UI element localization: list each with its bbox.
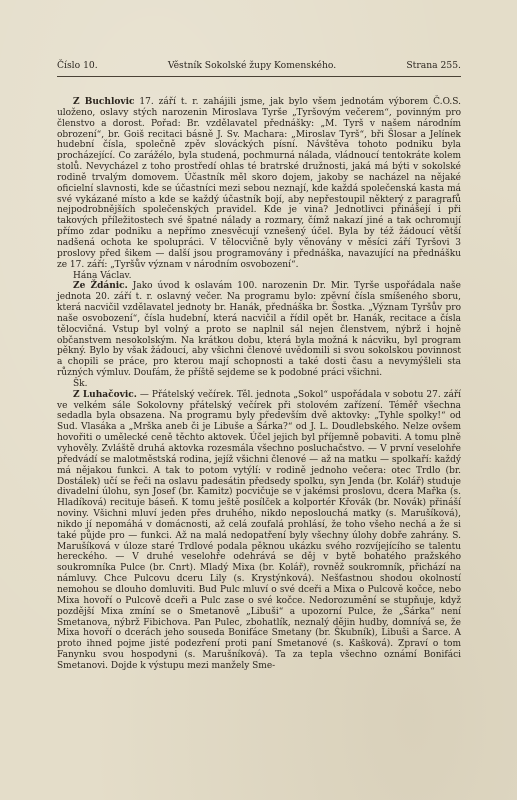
- page-number: Strana 255.: [406, 60, 461, 71]
- report-zdanice-text: Jako úvod k oslavám 100. narozenin Dr. Mir. Tyrše uspořádala naše jednota 20. září t. r. oslavný večer. Na programu bylo: zpěvní čísla smíšeného sboru, která nacvičil vzdělavatel jednoty br. Hanák, přednáška br. Šostka. „Význam Tyršův pro naše osvobození“, čísla hudební, která nacvičil a řídil opět br. Hanák, recitace a čísla tělocvičná. Vstup byl volný a proto se naplnil sál nejen členstvem, nýbrž i hojně občanstvem nesokolským. Na krátkou dobu, která byla možná k nácviku, byl program pěkný. Bylo by však žádoucí, aby všichni členové uvědomili si svou sokolskou povinnost a chopili se práce, pro kterou mají schopnosti a také dosti času a nevymýšleli sta různých výmluv. Doufám, že příště sejdeme se k podobné práci všichni.: [57, 281, 462, 379]
- report-luhacovice-lead: Z Luhačovic.: [73, 389, 137, 400]
- report-buchlovice-text: 17. září t. r. zahájili jsme, jak bylo všem jednotám výborem Č.O.S. uloženo, oslavy stých narozenin Miroslava Tyrše „Tyršovým večerem“, povinným pro členstvo a dorost. Pořad: Br. vzdělavatel přednášky: „M. Tyrš v našem národním obrození“, br. Goiš recitaci básně J. Sv. Machara: „Miroslav Tyrš“, bři Šlosar a Jelínek hudební čísla, společně zpěv slováckých písní. Návštěva tohoto podniku byla procházející. Co zarážélo, byla studená, pochmurná nálada, vládnoucí tentokráte kolem stolů. Nevycházel z toho prostředí ohlas té bratrské družnosti, jaká má býti v sokolské rodině trvalým domovem. Účastník měl skoro dojem, jakoby se nacházel na nějaké oficielní slavnosti, kde se účastníci mezi sebou neznají, kde každá společenská kasta má své vykázané místo a kde se každý účastník bojí, aby nepřestoupil některý z paragrafů nejpodrobnějších společenských pravidel. Kde je vina? Jednotlivci přinášejí i při takových příležitostech své špatné nálady a rozmary, čímž nakazí jiné a tak ochromují přímo zdar podniku a nepřímo znesvěcují vznešený účel. Byla by též žádoucí větší nadšená ochota ke spolupráci. V tělocvičně byly věnovány v měsíci září Tyršovi 3 proslovy před šikem — další jsou programovány i přednáška, navazující na přednášku ze 17. září: „Tyršův význam v národním osvobození“.: [57, 97, 461, 270]
- issue-number: Číslo 10.: [57, 60, 98, 71]
- report-buchlovice-signature: Hána Václav.: [73, 270, 132, 281]
- report-luhacovice-text: — Přátelský večírek. Těl. jednota „Sokol“ uspořádala v sobotu 27. září ve velkém sále Sokolovny přátelský večírek při stolovém zařízení. Téměř všechna sedadla byla obsazena. Na programu byly především dvě aktovky: „Tyhle spolky!“ od Sud. Vlasáka a „Mrška aneb či je Libuše a Šárka?“ od J. L. Doudlebského. Nelze ovšem hovořiti o umělecké ceně těchto aktovek. Účel jejich byl příjemně pobaviti. A tomu plně vyhověly. Zvláště druhá aktovka rozesmála všechno posluchačstvo. — V první veselohře předvádí se malotměstská rodina, jejíž všichni členové — až na matku — spolkaří: každý má nějakou funkci. A tak to potom vytýlí: v rodině jednoho večera: otec Trdlo (br. Dostálek) učí se řeči na oslavu padesátin předsedy spolku, syn Jenda (br. Kolář) studuje divadelní úlohu, syn Josef (br. Kamitz) pocvičuje se v jakémsi proslovu, dcera Mařka (s. Hladíková) recituje báseň. K tomu ještě posílček a kolportér Křovák (br. Novák) přináší noviny. Všichni mluví jeden přes druhého, nikdo neposlouchá matky (s. Marušíková), nikdo jí nepomáhá v domácnosti, až celá zoufalá prohlásí, že toho všeho nechá a že si také půjde pro — funkci. Až na malá nedopatření byly všechny úlohy dobře zahrány. S. Marušíková v úloze staré Trdlové podala pěknou ukázku svého rozvíjejícího se talentu hereckého. — V druhé veselohře odehrává se děj v bytě bohatého pražského soukromníka Pulce (br. Cnrt). Mladý Mixa (br. Kolář), rovněž soukromník, přichází na námluvy. Chce Pulcovu dceru Lily (s. Krystýnková). Nešťastnou shodou okolností nemohou se dlouho domluviti. Bud Pulc mluví o své dceři a Mixa o Pulcově kočce, nebo Mixa hovoří o Pulcově dceři a Pulc zase o své kočce. Nedorozumění se stupňuje, když pozdější Mixa zmíní se o Smetanově „Libuši“ a upozorní Pulce, že „Šárka“ není Smetanova, nýbrž Fibichova. Pan Pulec, zbohatlík, neznalý dějin hudby, domnívá se, že Mixa hovoří o dcerách jeho souseda Bonifáce Smetany (br. Škubník), Libuši a Šarce. A proto ihned pojme jisté podezření proti paní Smetanové (s. Kašková). Zpraví o tom Fanynku svou hospodyni (s. Marušníková). Ta za tepla všechno oznámí Bonifáci Smetanovi. Dojde k výstupu mezi manžely Sme-: [57, 389, 461, 671]
- report-zdanice-signature: Šk.: [73, 378, 88, 389]
- report-zdanice: [57, 281, 461, 379]
- report-buchlovice: [57, 97, 461, 271]
- article-body: [57, 97, 461, 672]
- report-zdanice-lead: Ze Ždánic.: [73, 281, 128, 292]
- journal-title: Věstník Sokolské župy Komenského.: [167, 60, 337, 71]
- report-buchlovice-lead: Z Buchlovic: [73, 97, 135, 107]
- page-header: [57, 60, 461, 71]
- header-rule: [57, 76, 461, 77]
- report-luhacovice: [57, 390, 461, 672]
